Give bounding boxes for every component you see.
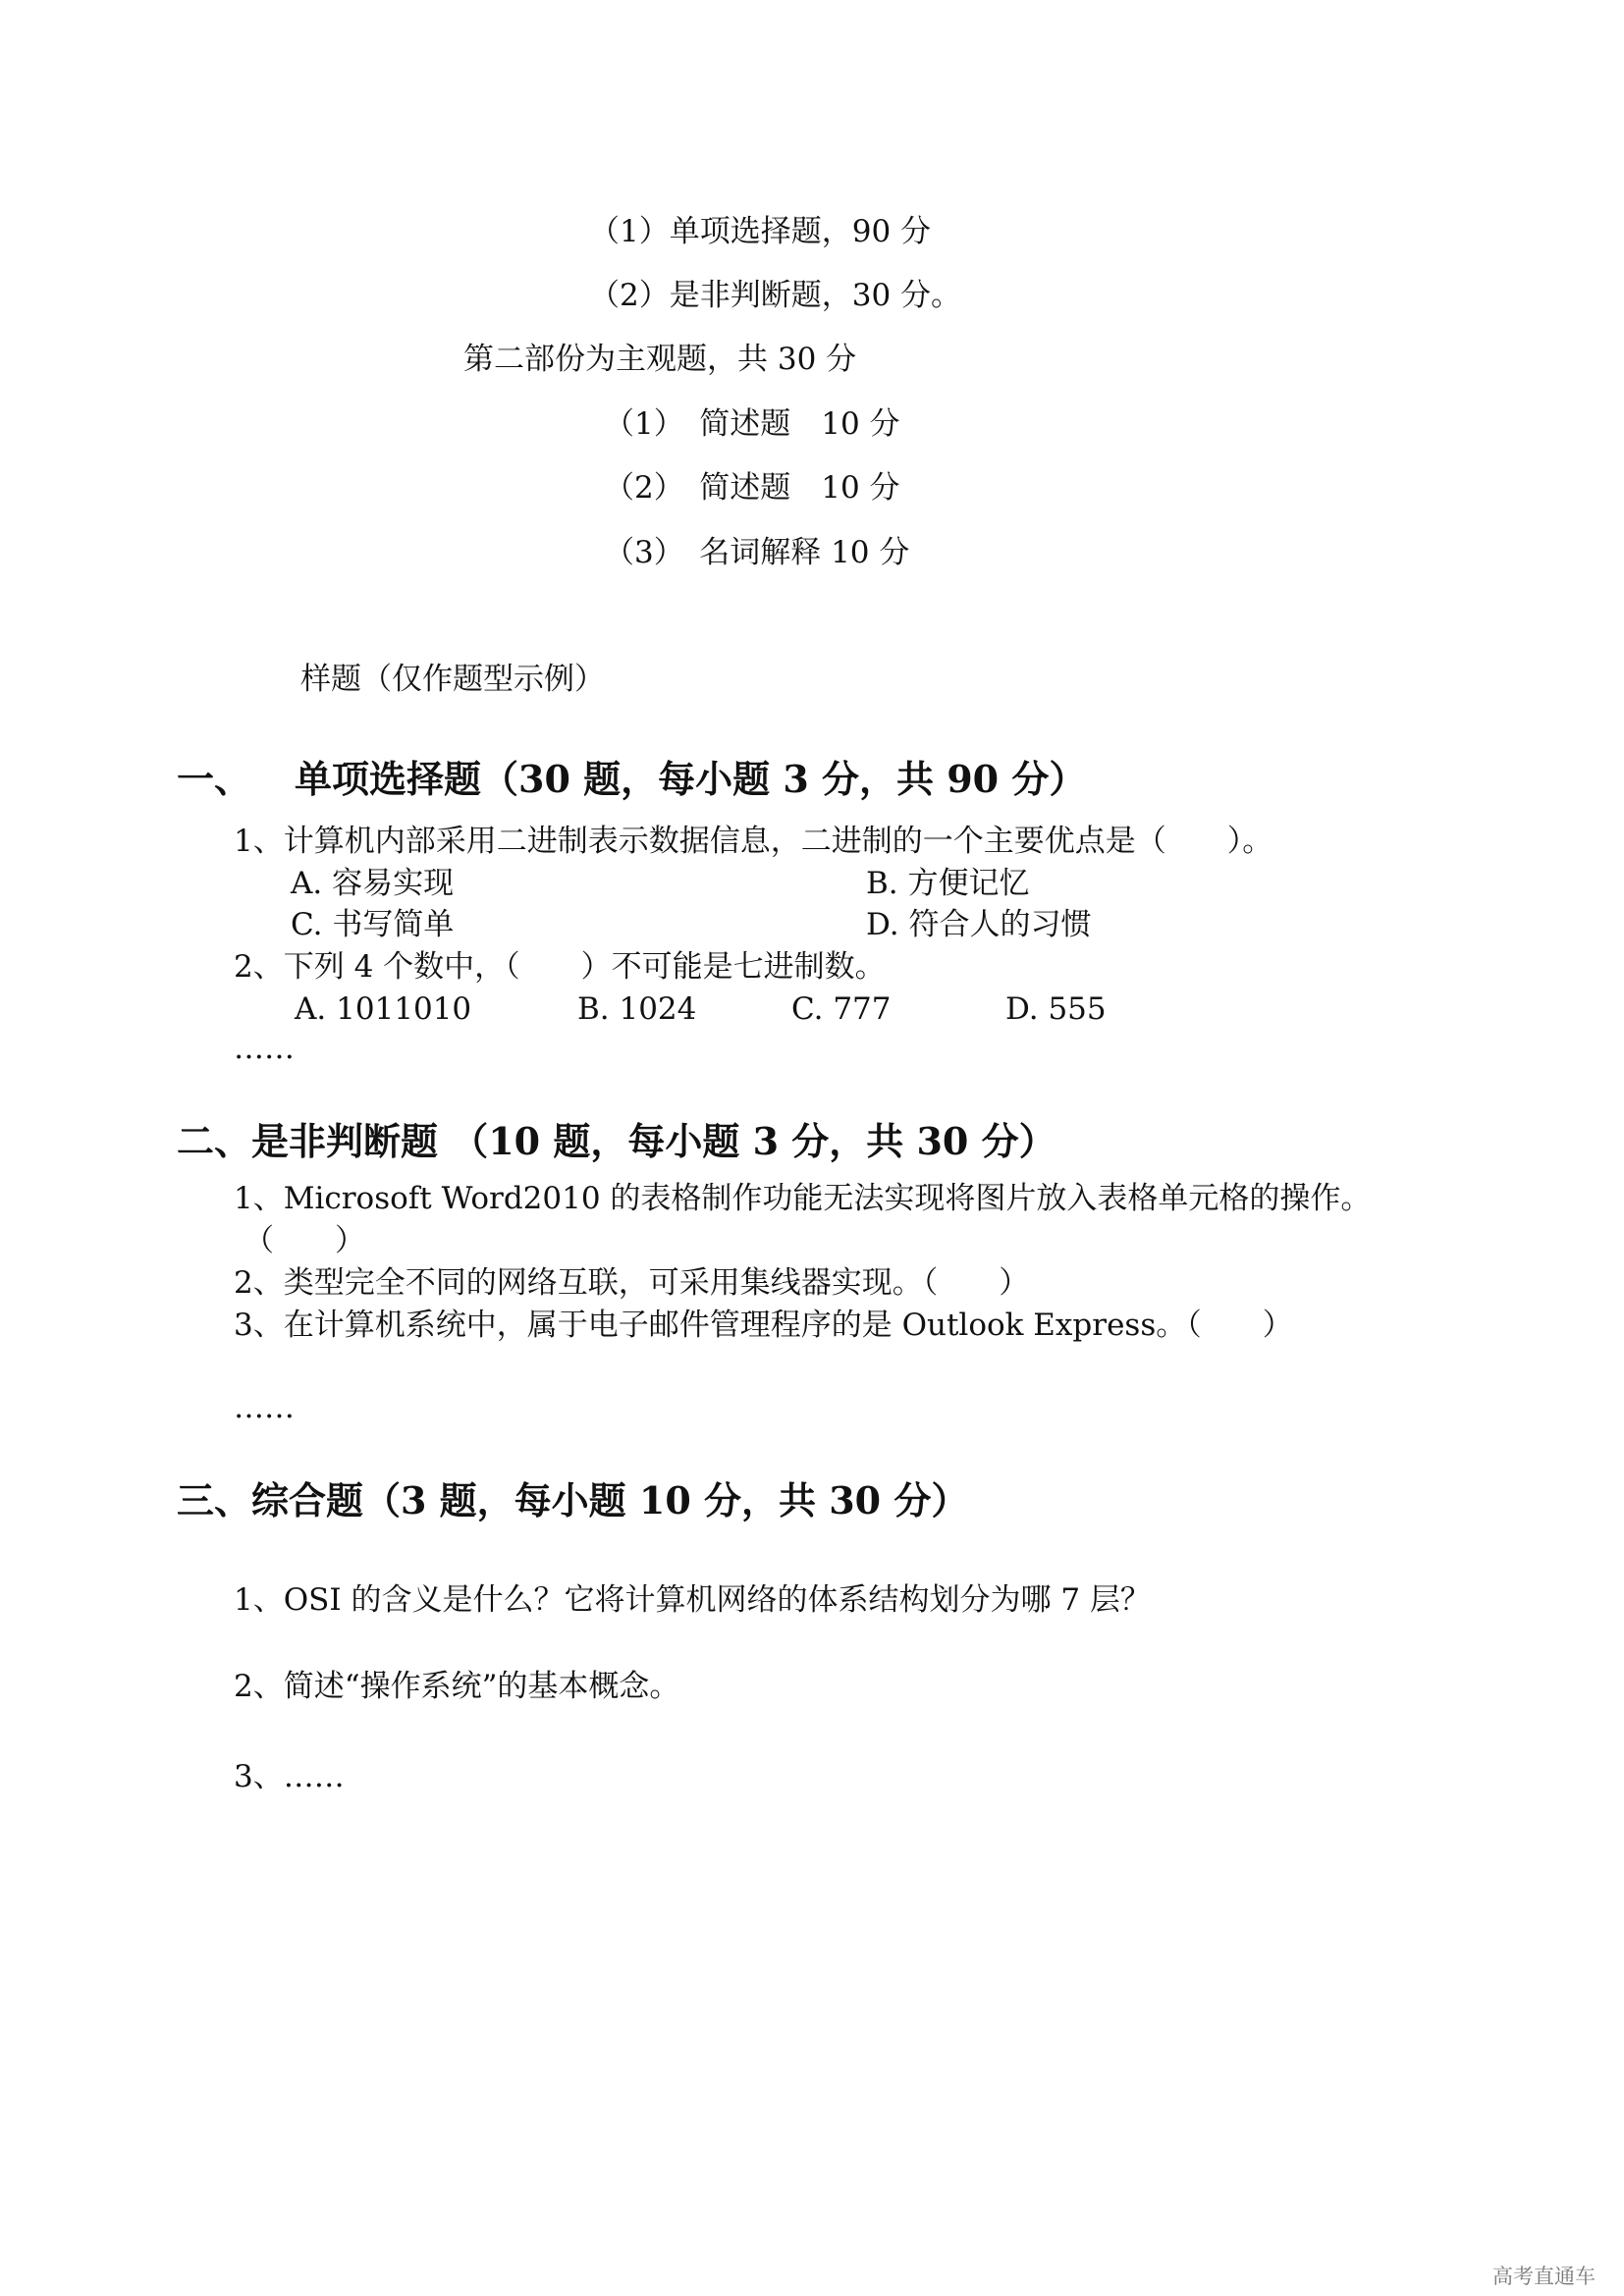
outline-item-short-answer-1: （1） 简述题 10 分 — [604, 406, 900, 442]
s2-q1: 1、Microsoft Word2010 的表格制作功能无法实现将图片放入表格单元格的操作。 — [234, 1181, 1372, 1216]
s3-q3: 3、…… — [234, 1759, 345, 1794]
sample-title: 样题（仅作题型示例） — [300, 662, 605, 697]
section1-heading: 单项选择题（30 题，每小题 3 分，共 90 分） — [295, 757, 1087, 801]
s1-q2-stem: 2、下列 4 个数中，（ ）不可能是七进制数。 — [234, 949, 886, 985]
section2-heading: 二、是非判断题 （10 题，每小题 3 分，共 30 分） — [177, 1119, 1056, 1163]
outline-item-short-answer-2: （2） 简述题 10 分 — [604, 470, 900, 506]
s2-q2: 2、类型完全不同的网络互联，可采用集线器实现。（ ） — [234, 1265, 1030, 1301]
s1-q1-option-a: A. 容易实现 — [291, 866, 455, 901]
s2-q3: 3、在计算机系统中，属于电子邮件管理程序的是 Outlook Express。（ ） — [234, 1308, 1293, 1343]
outline-item-single-choice: （1）单项选择题，90 分 — [589, 214, 932, 249]
s1-q2-option-d: D. 555 — [1005, 991, 1107, 1027]
s1-q1-stem: 1、计算机内部采用二进制表示数据信息，二进制的一个主要优点是（ ）。 — [234, 824, 1273, 859]
s2-ellipsis: …… — [234, 1390, 295, 1425]
s2-q1-blank: （ ） — [244, 1223, 365, 1258]
s1-q2-option-c: C. 777 — [791, 991, 892, 1027]
section1-heading-number: 一、 — [177, 757, 252, 801]
s1-ellipsis: …… — [234, 1031, 295, 1066]
watermark: 高考直通车 — [1492, 2265, 1596, 2288]
s1-q1-option-c: C. 书写简单 — [291, 907, 455, 942]
s3-q1: 1、OSI 的含义是什么？它将计算机网络的体系结构划分为哪 7 层？ — [234, 1582, 1151, 1618]
section3-heading: 三、综合题（3 题，每小题 10 分，共 30 分） — [177, 1478, 969, 1522]
s3-q2: 2、简述“操作系统”的基本概念。 — [234, 1669, 680, 1704]
s1-q2-option-b: B. 1024 — [577, 991, 697, 1027]
s1-q1-option-b: B. 方便记忆 — [866, 866, 1030, 901]
outline-part2-title: 第二部份为主观题，共 30 分 — [463, 342, 857, 377]
outline-item-true-false: （2）是非判断题，30 分。 — [589, 278, 962, 313]
s1-q1-option-d: D. 符合人的习惯 — [866, 907, 1092, 942]
s1-q2-option-a: A. 1011010 — [295, 991, 472, 1027]
outline-item-term-explanation: （3） 名词解释 10 分 — [604, 535, 910, 570]
